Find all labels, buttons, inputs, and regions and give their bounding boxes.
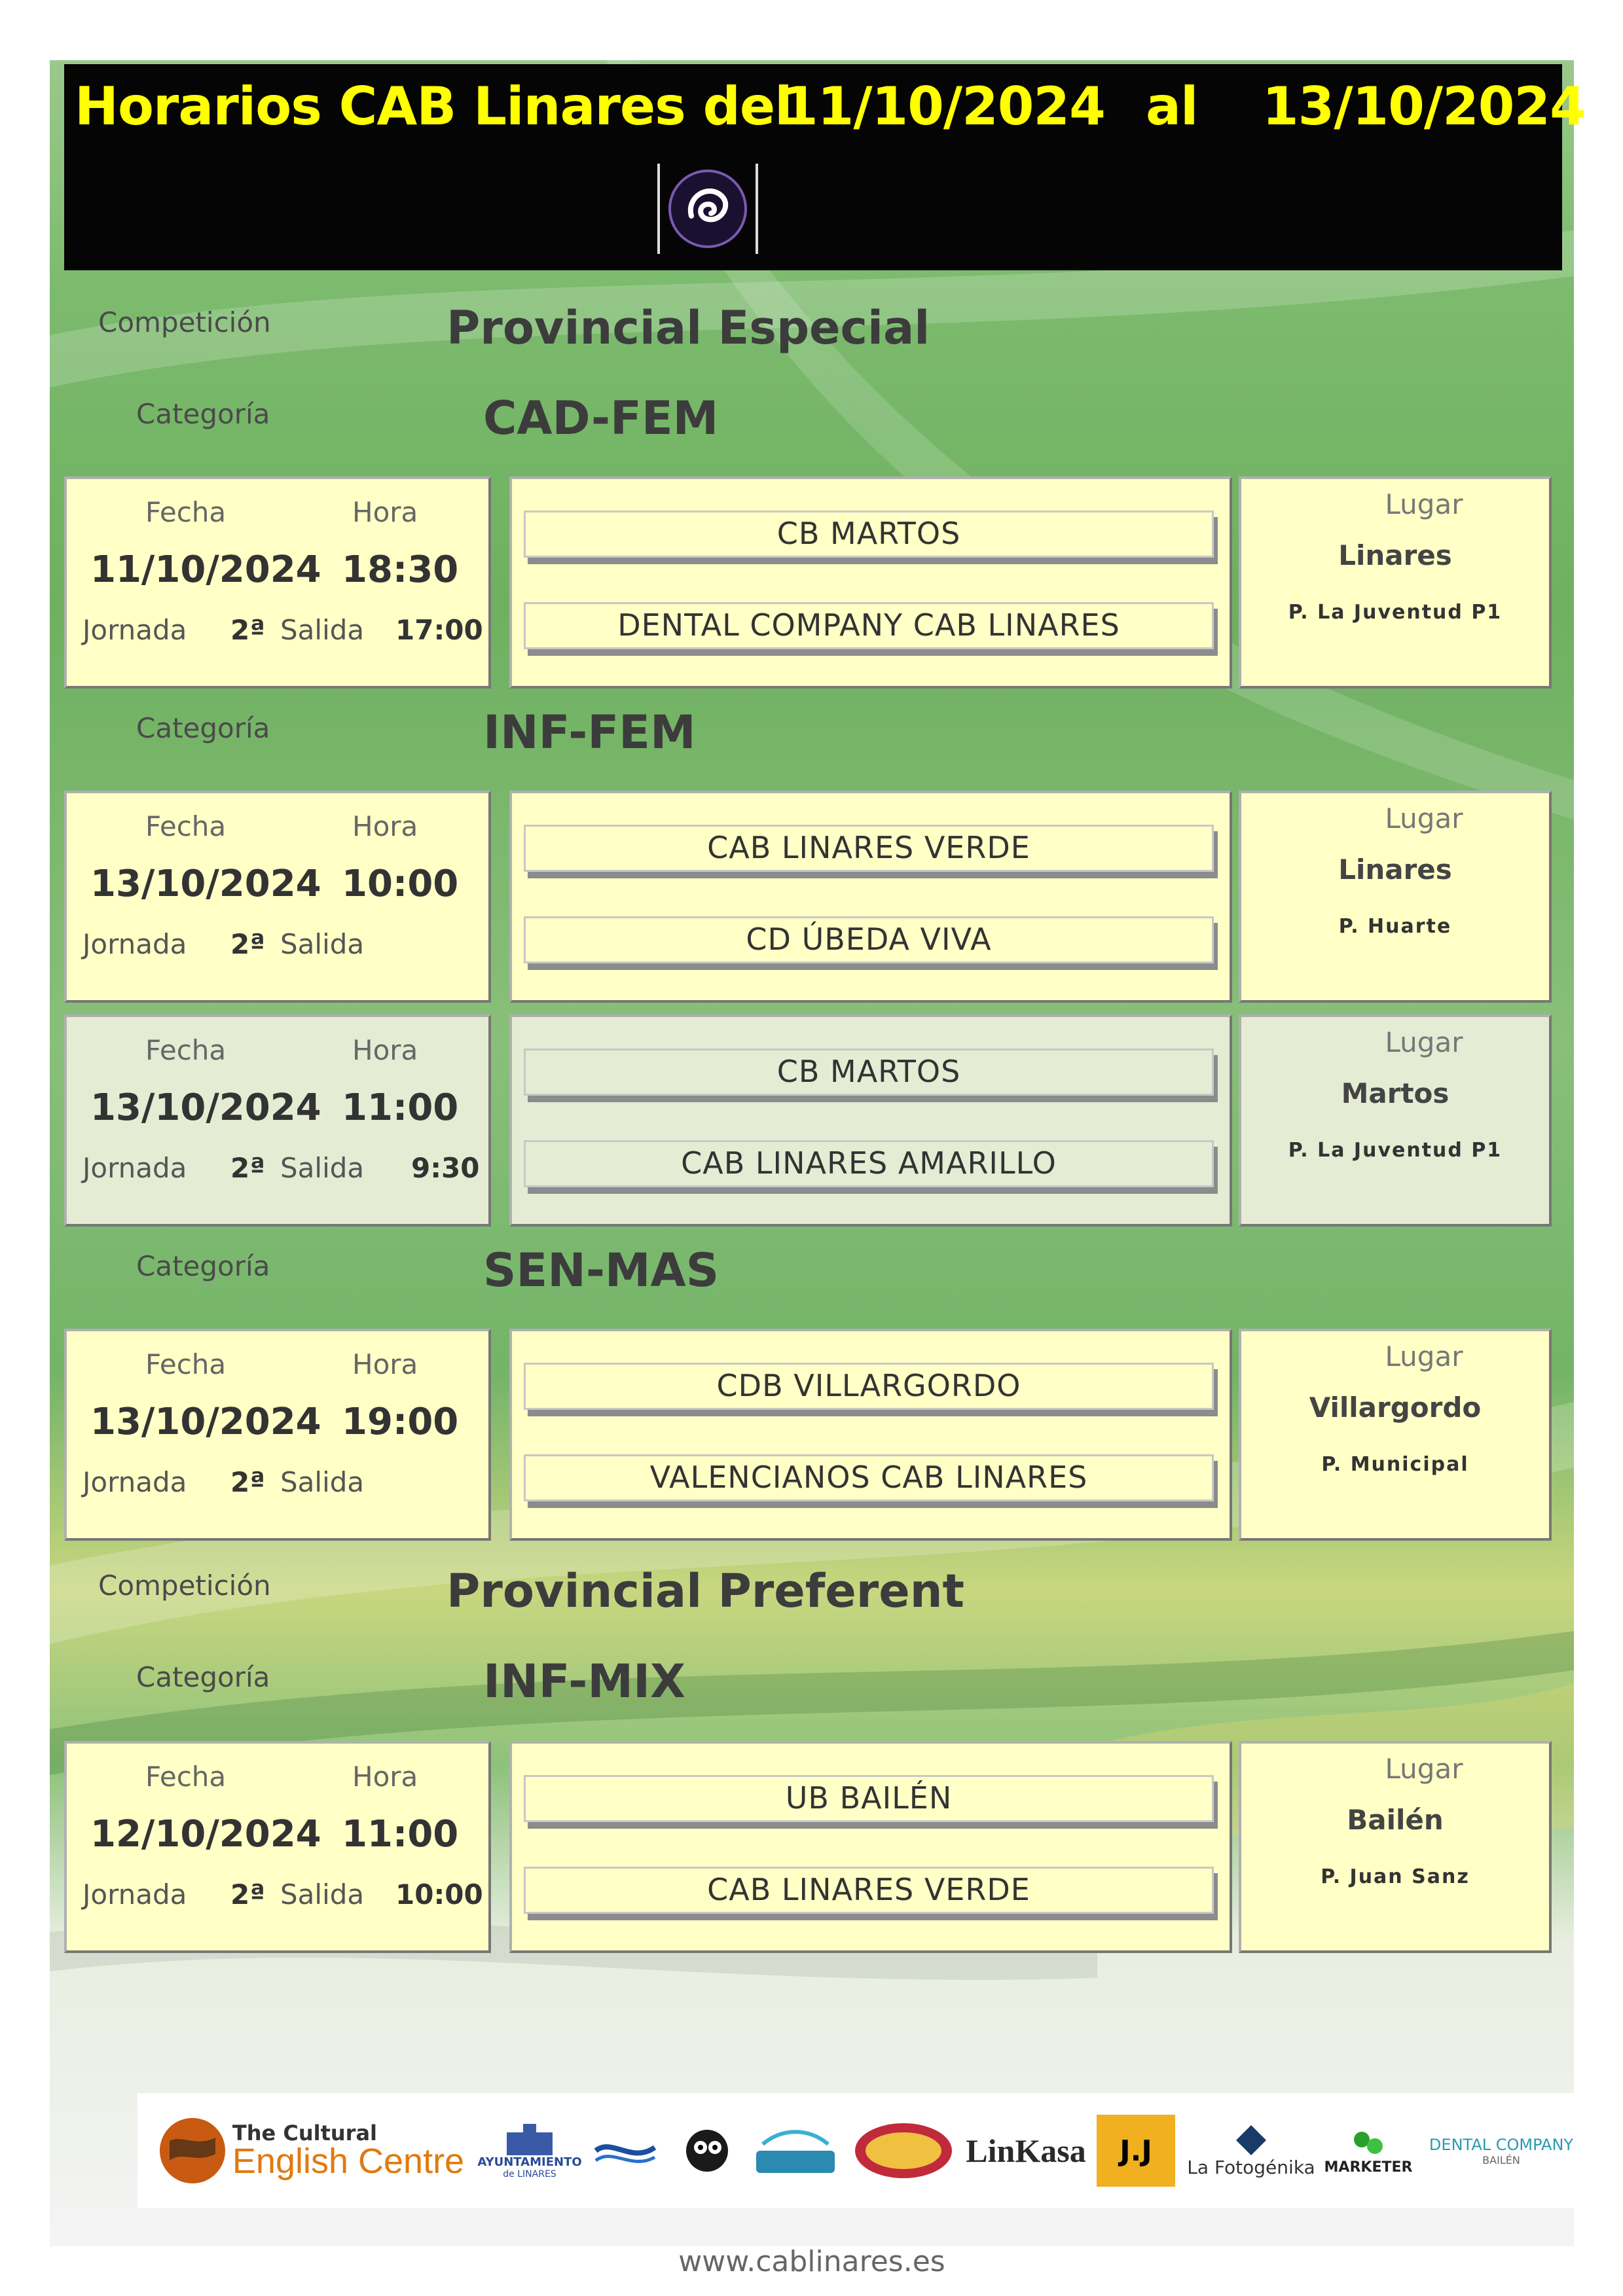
jornada-value: 2ª	[230, 614, 265, 646]
hora-label: Hora	[352, 496, 418, 528]
salida-value: 17:00	[395, 614, 483, 646]
match-teams-box	[509, 1014, 1232, 1227]
jornada-label: Jornada	[82, 1466, 187, 1498]
category-name: INF-FEM	[483, 706, 696, 759]
sponsor-linkasa	[964, 2093, 1088, 2208]
sponsor-ayuntamiento-bottom: de LINARES	[503, 2168, 556, 2179]
match-time: 10:00	[342, 863, 459, 905]
sponsor-dental-company	[1421, 2093, 1582, 2208]
sponsor-wave-logo	[583, 2093, 668, 2208]
fecha-label: Fecha	[145, 1761, 227, 1793]
hora-label: Hora	[352, 810, 418, 842]
jornada-label: Jornada	[82, 1878, 187, 1910]
salida-label: Salida	[280, 1152, 365, 1184]
match-city: Bailén	[1347, 1804, 1444, 1836]
away-team: DENTAL COMPANY CAB LINARES	[524, 602, 1214, 649]
match-date: 13/10/2024	[90, 1401, 321, 1443]
match-teams-box	[509, 791, 1232, 1003]
lugar-label: Lugar	[1385, 1753, 1463, 1785]
match-datetime-box	[64, 791, 491, 1003]
match-date: 13/10/2024	[90, 863, 321, 905]
competition-label: Competición	[98, 1570, 271, 1602]
match-time: 19:00	[342, 1401, 459, 1443]
match-date: 13/10/2024	[90, 1086, 321, 1129]
games-logo-icon	[750, 2125, 841, 2177]
sponsor-cultural-small: The Cultural	[232, 2121, 377, 2145]
sponsor-fotogenika-text: La Fotogénika	[1187, 2156, 1315, 2178]
sponsor-jj	[1093, 2093, 1178, 2208]
sponsor-dental-sub: BAILÉN	[1482, 2153, 1520, 2166]
jornada-value: 2ª	[230, 1466, 265, 1498]
salida-label: Salida	[280, 1466, 365, 1498]
match-datetime-box	[64, 1014, 491, 1227]
jornada-label: Jornada	[82, 928, 187, 960]
fecha-label: Fecha	[145, 1348, 227, 1380]
match-date: 12/10/2024	[90, 1813, 321, 1856]
header-date-to: 13/10/2024	[1262, 76, 1586, 137]
sponsor-marketer	[1322, 2093, 1414, 2208]
footer-url[interactable]: www.cablinares.es	[678, 2245, 945, 2278]
match-city: Martos	[1341, 1077, 1450, 1109]
match-location-box	[1239, 476, 1552, 689]
match-venue: P. Municipal	[1321, 1453, 1469, 1476]
match-location-box	[1239, 1329, 1552, 1541]
match-city: Linares	[1338, 853, 1452, 886]
category-label: Categoría	[136, 712, 270, 744]
sponsors-bar	[137, 2093, 1582, 2208]
home-team: CAB LINARES VERDE	[524, 825, 1214, 872]
match-location-box	[1239, 791, 1552, 1003]
header-connector: al	[1146, 76, 1198, 137]
mascot-icon	[681, 2121, 733, 2180]
lugar-label: Lugar	[1385, 1026, 1463, 1058]
jornada-value: 2ª	[230, 1878, 265, 1910]
sponsor-linkasa-text: LinKasa	[966, 2132, 1086, 2169]
match-city: Villargordo	[1309, 1391, 1482, 1424]
sponsor-fotogenika	[1182, 2093, 1320, 2208]
home-team: CB MARTOS	[524, 511, 1214, 558]
match-time: 18:30	[342, 548, 459, 591]
match-teams-box	[509, 476, 1232, 689]
fecha-label: Fecha	[145, 1034, 227, 1066]
away-team: CAB LINARES VERDE	[524, 1867, 1214, 1914]
hora-label: Hora	[352, 1348, 418, 1380]
jornada-value: 2ª	[230, 1152, 265, 1184]
marketer-icon	[1349, 2126, 1388, 2159]
competition-label: Competición	[98, 306, 271, 338]
away-team: CD ÚBEDA VIVA	[524, 916, 1214, 963]
match-location-box	[1239, 1014, 1552, 1227]
sponsor-marketer-text: MARKETER	[1324, 2159, 1413, 2176]
sponsor-jj-text: J.J	[1120, 2134, 1152, 2168]
category-label: Categoría	[136, 398, 270, 430]
hora-label: Hora	[352, 1034, 418, 1066]
competition-name: Provincial Preferent	[447, 1564, 964, 1618]
home-team: CB MARTOS	[524, 1049, 1214, 1096]
match-venue: P. Huarte	[1338, 915, 1452, 938]
salida-value: 10:00	[395, 1878, 483, 1910]
camera-icon	[1235, 2124, 1267, 2157]
sponsor-games	[746, 2093, 845, 2208]
match-datetime-box	[64, 1741, 491, 1953]
club-logo	[657, 164, 758, 254]
home-team: UB BAILÉN	[524, 1775, 1214, 1822]
wave-logo-icon	[593, 2131, 658, 2170]
jornada-value: 2ª	[230, 928, 265, 960]
competition-name: Provincial Especial	[447, 301, 930, 355]
jornada-label: Jornada	[82, 1152, 187, 1184]
match-time: 11:00	[342, 1086, 459, 1129]
sponsor-mascot	[674, 2093, 740, 2208]
match-venue: P. Juan Sanz	[1321, 1865, 1470, 1888]
match-venue: P. La Juventud P1	[1288, 601, 1503, 624]
category-name: INF-MIX	[483, 1655, 686, 1708]
header-banner	[64, 64, 1586, 270]
fecha-label: Fecha	[145, 496, 227, 528]
salida-label: Salida	[280, 928, 365, 960]
match-teams-box	[509, 1741, 1232, 1953]
category-label: Categoría	[136, 1661, 270, 1693]
lugar-label: Lugar	[1385, 1340, 1463, 1372]
header-date-from: 11/10/2024	[782, 76, 1105, 137]
away-team: CAB LINARES AMARILLO	[524, 1140, 1214, 1187]
match-location-box	[1239, 1741, 1552, 1953]
sponsor-cultural-english-centre	[140, 2093, 481, 2208]
category-name: SEN-MAS	[483, 1244, 720, 1297]
globe-icon	[156, 2115, 228, 2187]
sponsor-ayuntamiento	[477, 2093, 582, 2208]
match-datetime-box	[64, 476, 491, 689]
category-label: Categoría	[136, 1250, 270, 1282]
match-teams-box	[509, 1329, 1232, 1541]
jornada-label: Jornada	[82, 614, 187, 646]
fecha-label: Fecha	[145, 810, 227, 842]
away-team: VALENCIANOS CAB LINARES	[524, 1454, 1214, 1501]
match-time: 11:00	[342, 1813, 459, 1856]
sponsor-dental-text: DENTAL COMPANY	[1429, 2135, 1574, 2154]
sponsor-ball-logo	[848, 2093, 959, 2208]
salida-label: Salida	[280, 614, 365, 646]
lugar-label: Lugar	[1385, 488, 1463, 520]
salida-value: 9:30	[411, 1152, 480, 1184]
hora-label: Hora	[352, 1761, 418, 1793]
salida-label: Salida	[280, 1878, 365, 1910]
category-name: CAD-FEM	[483, 391, 719, 445]
sponsor-ayuntamiento-top: AYUNTAMIENTO	[477, 2155, 582, 2169]
ball-logo-icon	[851, 2118, 956, 2183]
schedule-sheet	[50, 60, 1586, 2278]
lugar-label: Lugar	[1385, 802, 1463, 834]
town-hall-icon	[500, 2123, 559, 2155]
match-datetime-box	[64, 1329, 491, 1541]
home-team: CDB VILLARGORDO	[524, 1363, 1214, 1410]
sponsor-cultural-big: English Centre	[232, 2142, 465, 2181]
match-date: 11/10/2024	[90, 548, 321, 591]
match-venue: P. La Juventud P1	[1288, 1139, 1503, 1162]
header-title-prefix: Horarios CAB Linares del	[75, 76, 792, 137]
match-city: Linares	[1338, 539, 1452, 571]
